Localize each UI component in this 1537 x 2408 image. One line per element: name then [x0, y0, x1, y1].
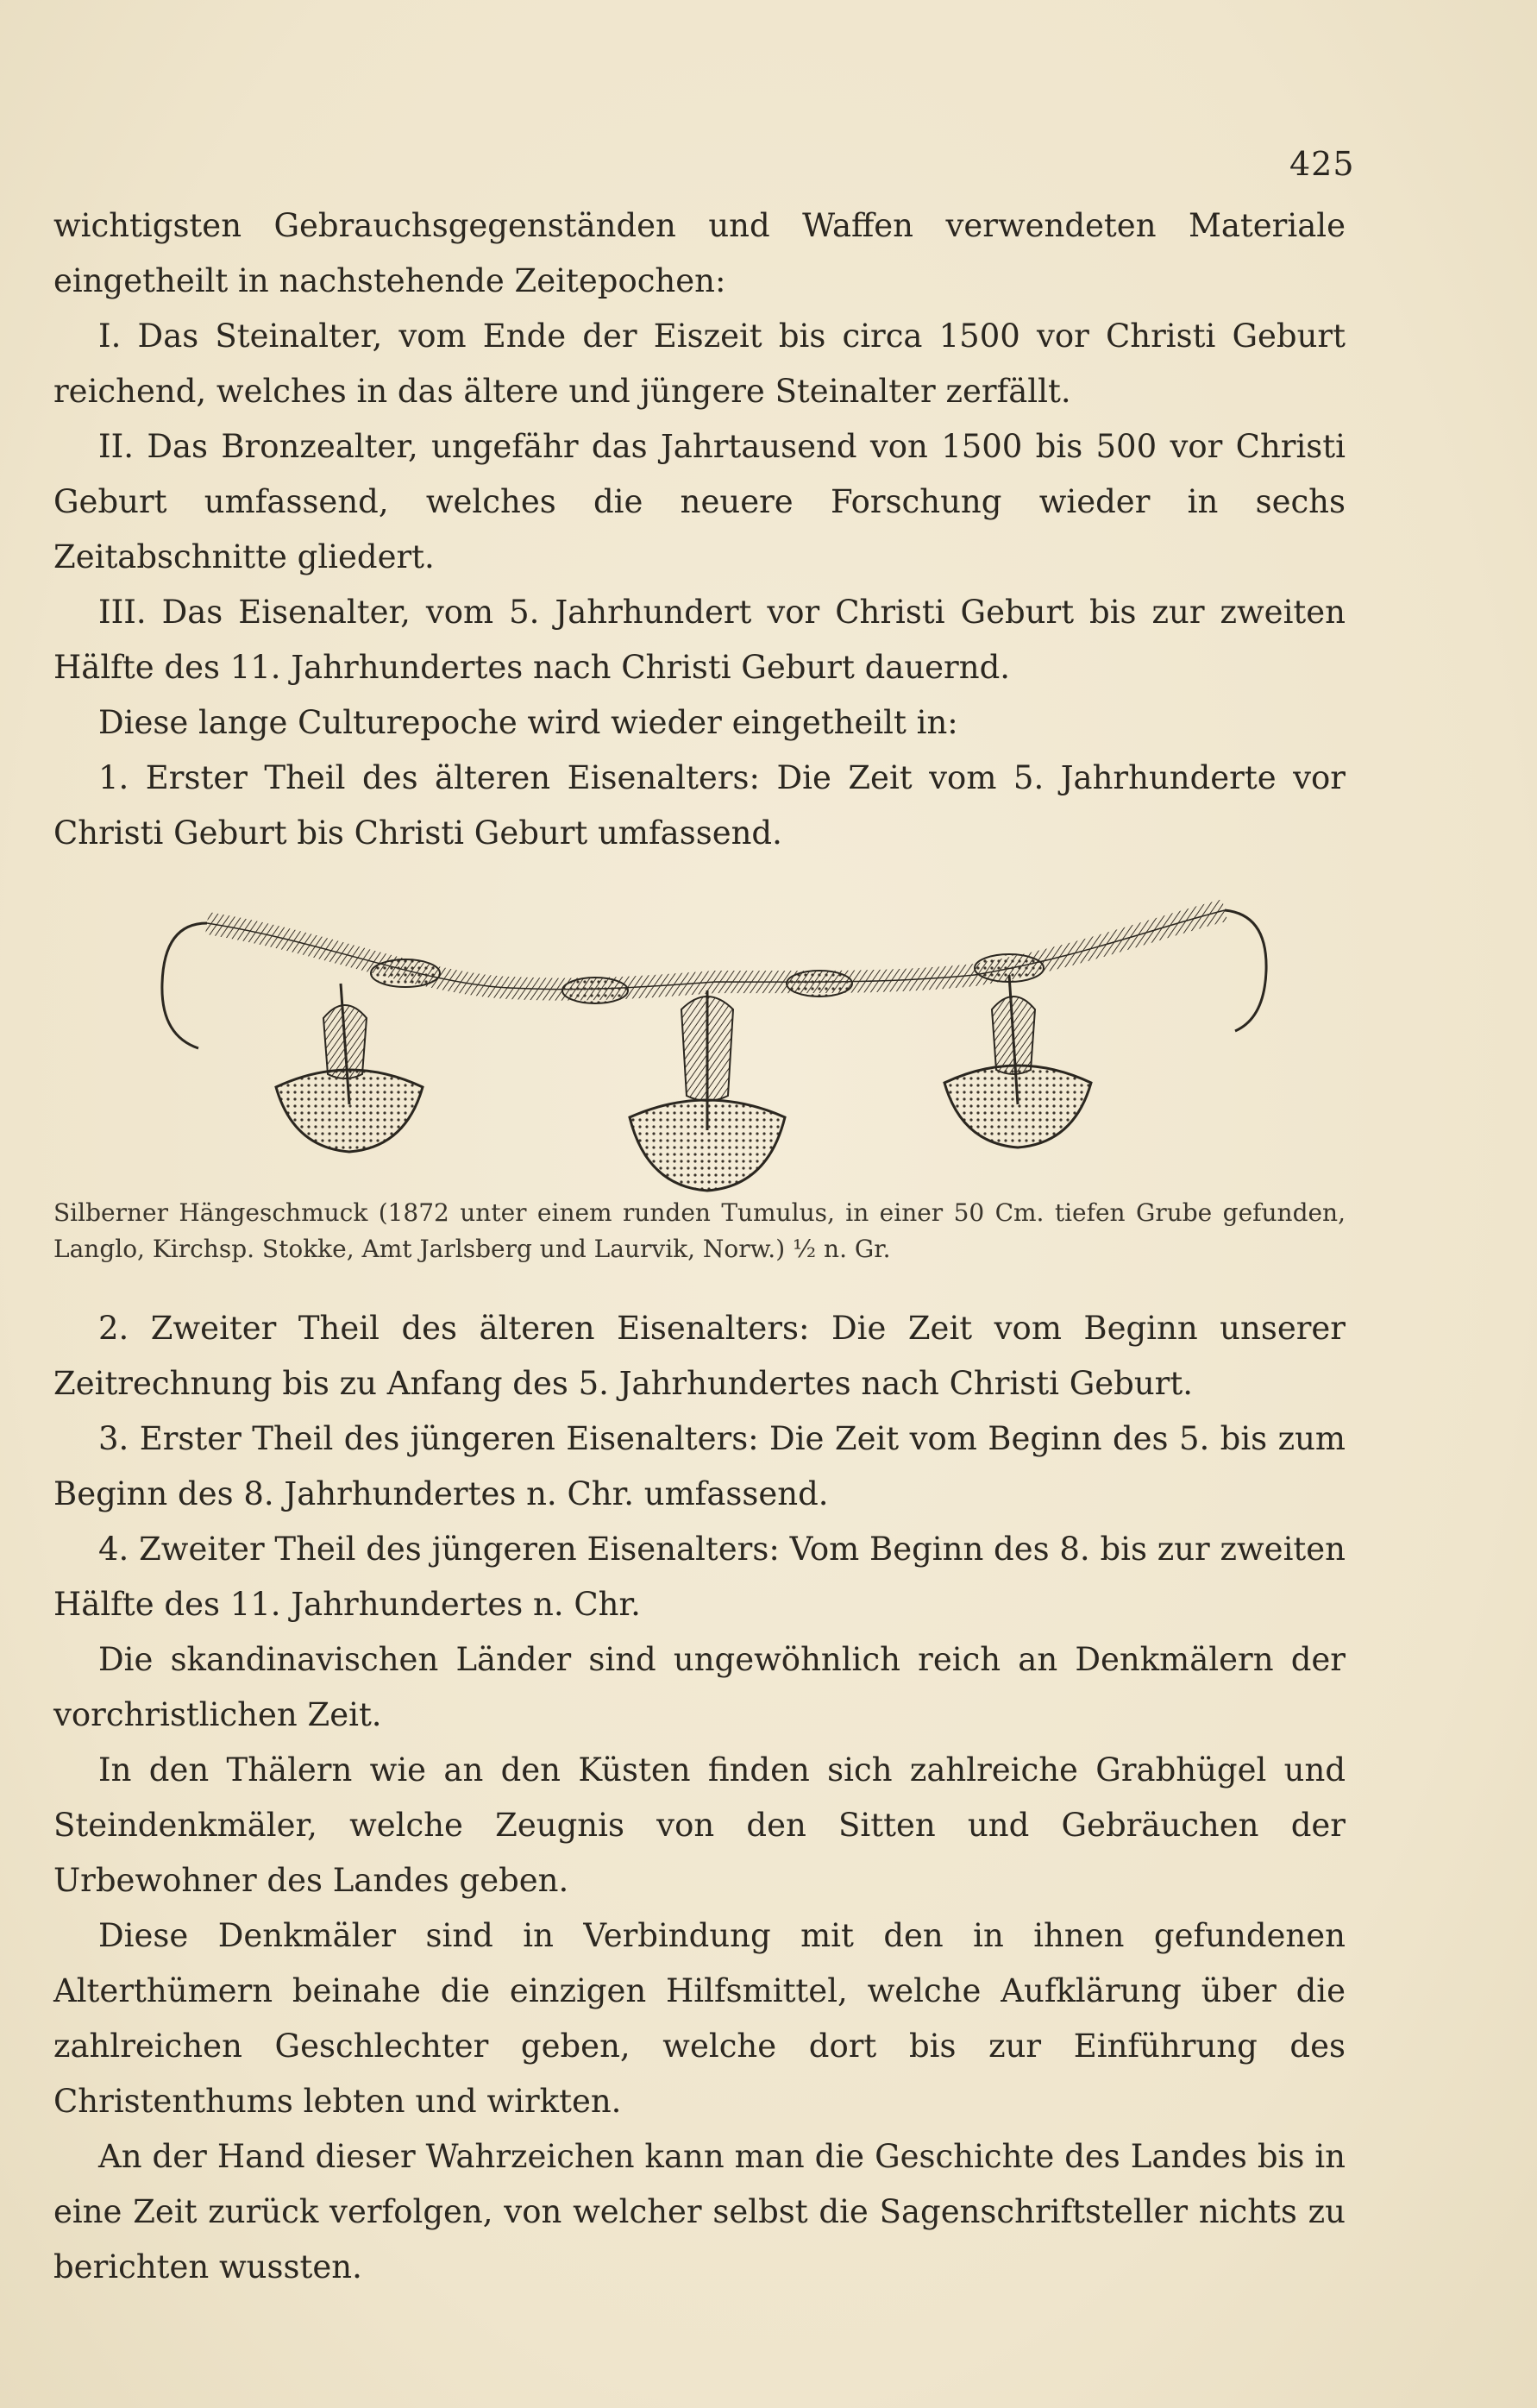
paragraph: Die skandinavischen Länder sind ungewöhnlich reich an Denkmälern der vorchristlichen Zeit.: [53, 1641, 1346, 1733]
paragraph: I. Das Steinalter, vom Ende der Eiszeit bis circa 1500 vor Christi Geburt reichend, welches in das ältere und jüngere Steinalter zerfällt.: [53, 318, 1346, 410]
text-block-top: [53, 198, 1346, 861]
paragraph: 4. Zweiter Theil des jüngeren Eisenalters: Vom Beginn des 8. bis zur zweiten Hälfte des 11. Jahrhundertes n. Chr.: [53, 1531, 1346, 1623]
paragraph: 1. Erster Theil des älteren Eisenalters: Die Zeit vom 5. Jahrhunderte vor Christi Geburt bis Christi Geburt umfassend.: [53, 759, 1346, 852]
silver-pendant-necklace-icon: [147, 889, 1285, 1199]
figure-caption: Silberner Hängeschmuck (1872 unter einem runden Tumulus, in einer 50 Cm. tiefen Grube gefunden, Langlo, Kirchsp. Stokke, Amt Jarlsberg und Laurvik, Norw.) ½ n. Gr.: [53, 1198, 1346, 1263]
paragraph: 3. Erster Theil des jüngeren Eisenalters: Die Zeit vom Beginn des 5. bis zum Beginn des 8. Jahrhundertes n. Chr. umfassend.: [53, 1420, 1346, 1512]
paragraph: wichtigsten Gebrauchsgegenständen und Waffen verwendeten Materiale eingetheilt in nachstehende Zeitepochen:: [53, 207, 1346, 299]
text-block-bottom: [53, 1301, 1346, 2295]
paragraph: In den Thälern wie an den Küsten finden sich zahlreiche Grabhügel und Steindenkmäler, welche Zeugnis von den Sitten und Gebräuchen der Urbewohner des Landes geben.: [53, 1751, 1346, 1899]
paragraph: Diese lange Culturepoche wird wieder eingetheilt in:: [98, 704, 958, 741]
paragraph: III. Das Eisenalter, vom 5. Jahrhundert vor Christi Geburt bis zur zweiten Hälfte des 11. Jahrhundertes nach Christi Geburt dauernd.: [53, 594, 1346, 686]
page-number: 425: [1289, 145, 1355, 183]
paragraph: II. Das Bronzealter, ungefähr das Jahrtausend von 1500 bis 500 vor Christi Geburt umfassend, welches die neuere Forschung wieder in sechs Zeitabschnitte gliedert.: [53, 428, 1346, 575]
necklace-illustration: [147, 889, 1285, 1199]
paragraph: Diese Denkmäler sind in Verbindung mit den in ihnen gefundenen Alterthümern beinahe die einzigen Hilfsmittel, welche Aufklärung über die zahlreichen Geschlechter geben, welche dort bis zur Einführung des Christenthums lebten und wirkten.: [53, 1917, 1346, 2120]
paragraph: An der Hand dieser Wahrzeichen kann man die Geschichte des Landes bis in eine Zeit zurück verfolgen, von welcher selbst die Sagenschriftsteller nichts zu berichten wussten.: [53, 2138, 1346, 2285]
paragraph: 2. Zweiter Theil des älteren Eisenalters: Die Zeit vom Beginn unserer Zeitrechnung bis zu Anfang des 5. Jahrhundertes nach Christi Geburt.: [53, 1310, 1346, 1402]
